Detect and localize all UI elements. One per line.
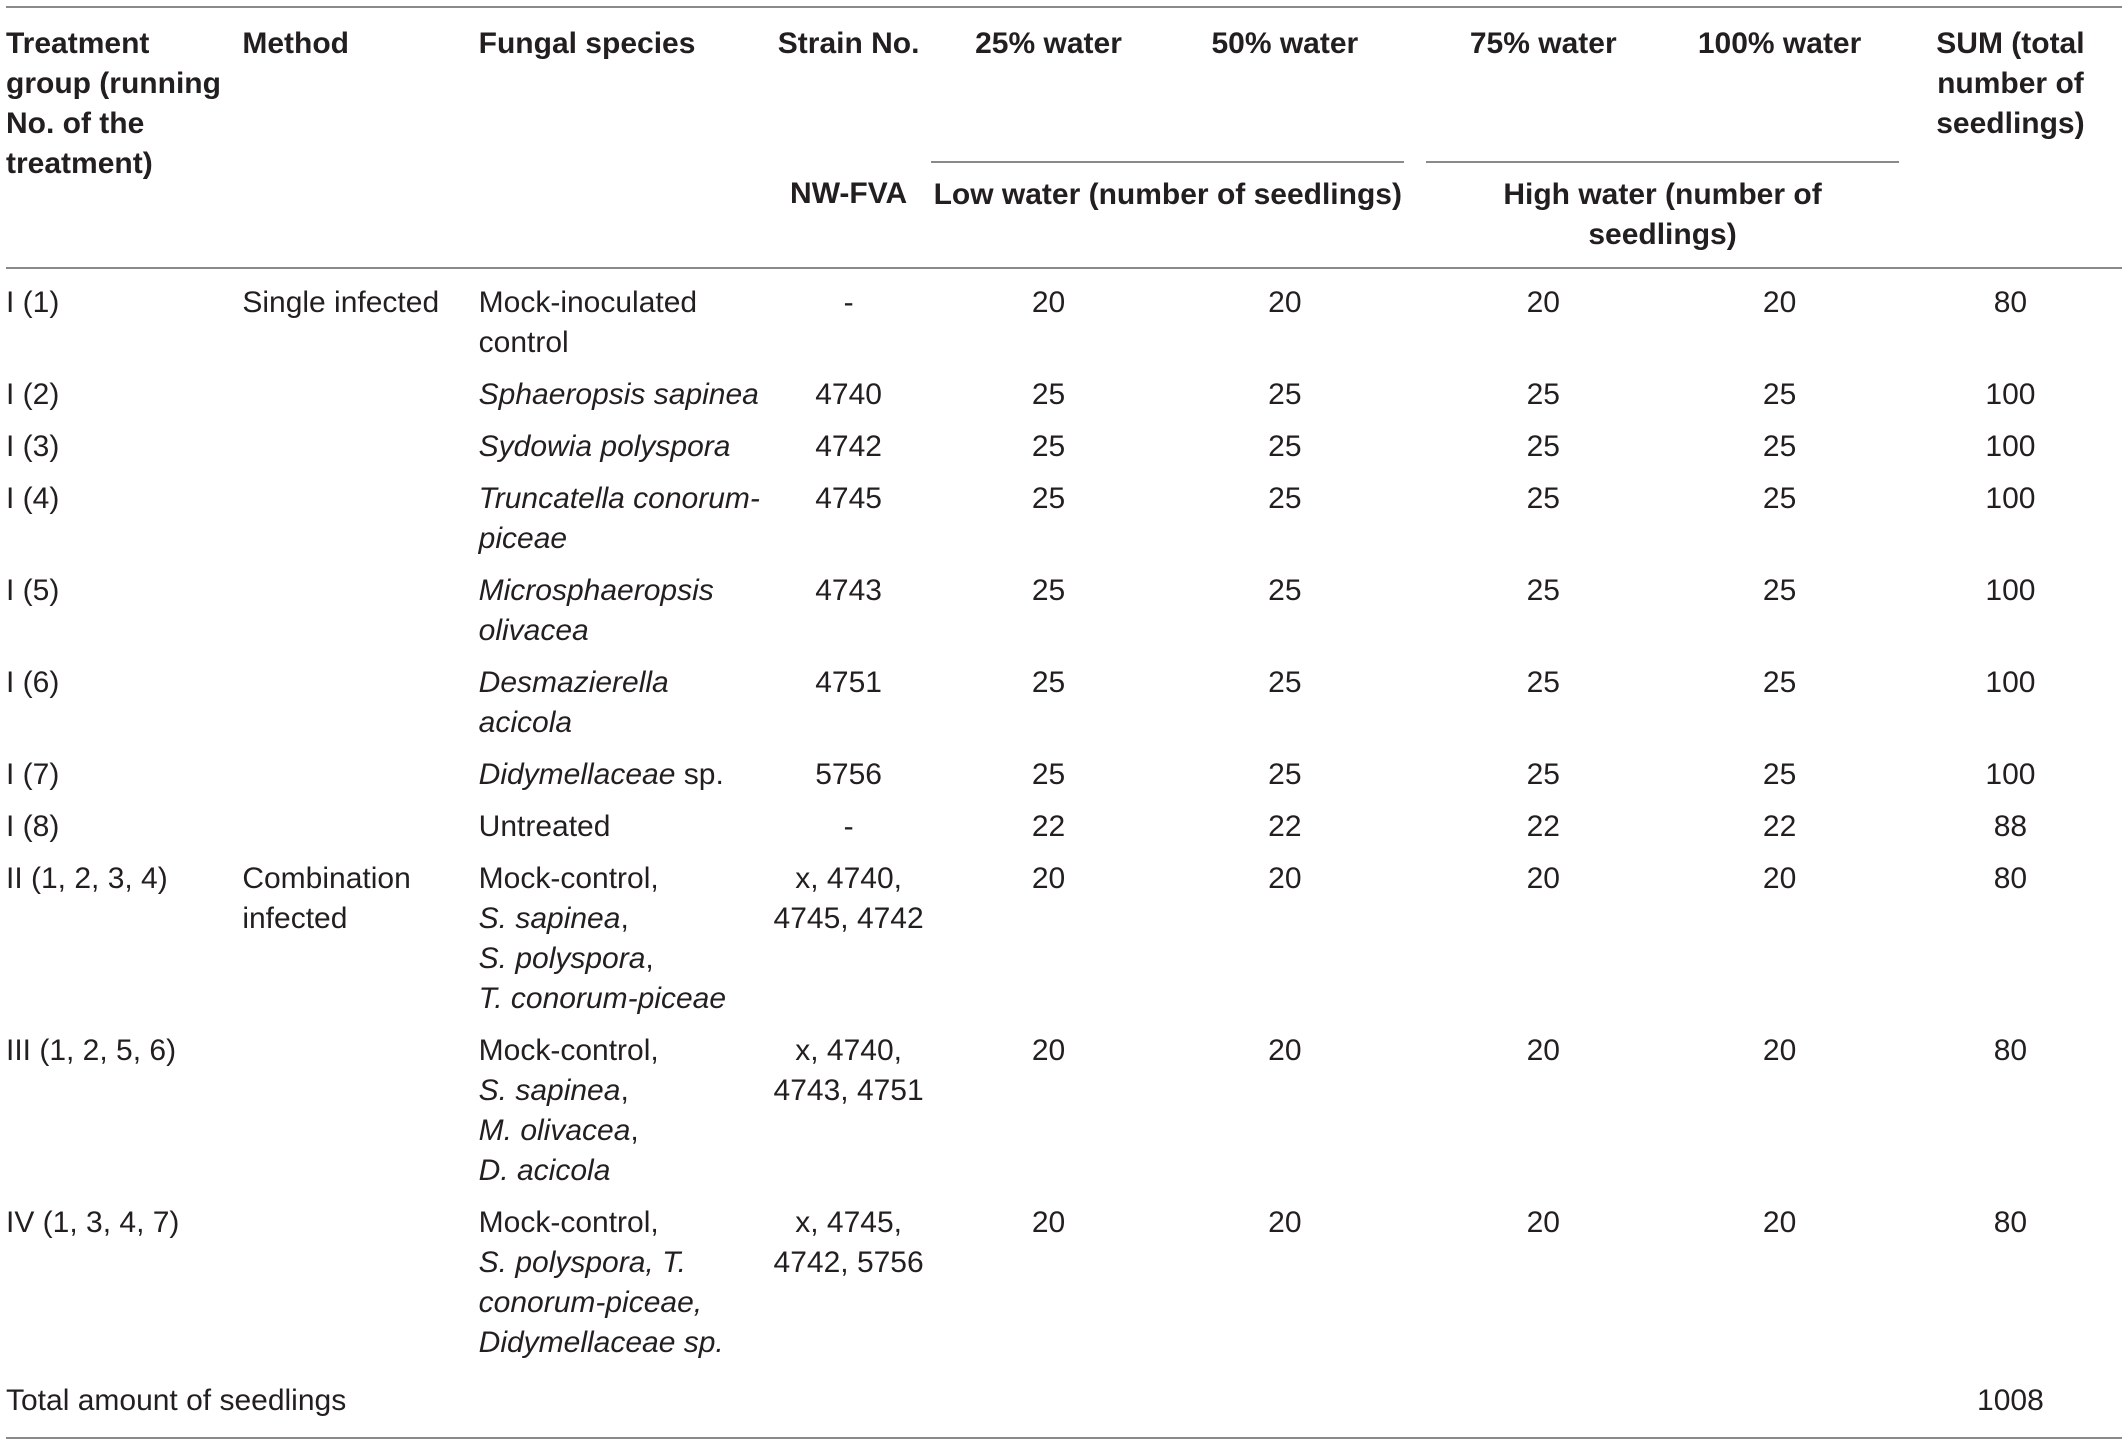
table-header (6, 7, 2122, 268)
cell-100-water: 25 (1762, 574, 1797, 607)
cell-75-water: 25 (1526, 666, 1560, 699)
species-text: M. olivacea (478, 1114, 631, 1147)
cell-sum: 100 (1985, 758, 2036, 791)
table-row (6, 657, 2122, 749)
cell-sum: 88 (1993, 810, 2028, 843)
cell-treatment-group: II (1, 2, 3, 4) (6, 862, 168, 895)
cell-75-water: 25 (1526, 482, 1560, 515)
cell-method: Combination infected (242, 862, 411, 935)
table-row (6, 421, 2122, 473)
cell-strain-no: 4740 (815, 378, 882, 411)
cell-50-water: 25 (1268, 482, 1302, 515)
cell-strain-no: x, 4740, 4745, 4742 (773, 862, 924, 935)
cell-50-water: 20 (1268, 1206, 1302, 1239)
cell-75-water: 25 (1526, 758, 1560, 791)
cell-50-water: 22 (1268, 810, 1302, 843)
cell-75-water: 20 (1526, 286, 1560, 319)
species-text: , (630, 1114, 639, 1147)
table-row (6, 1197, 2122, 1369)
header-method: Method (242, 27, 349, 60)
cell-gap (1404, 473, 1426, 565)
cell-gap (1404, 421, 1426, 473)
cell-100-water: 20 (1762, 286, 1797, 319)
cell-treatment-group: III (1, 2, 5, 6) (6, 1034, 177, 1067)
cell-method (242, 657, 478, 749)
cell-75-water: 25 (1526, 378, 1560, 411)
species-text: Sydowia polyspora (478, 430, 731, 463)
header-strain-sub: NW-FVA (790, 177, 908, 210)
header-sum: SUM (total number of seedlings) (1936, 27, 2085, 140)
table-row (6, 369, 2122, 421)
cell-50-water: 25 (1268, 378, 1302, 411)
species-text: S. polyspora (478, 942, 646, 975)
species-text: sp. (675, 758, 724, 791)
species-text: Mock-control, (478, 1206, 659, 1239)
cell-25-water: 25 (1031, 430, 1066, 463)
cell-strain-no: 4751 (815, 666, 882, 699)
cell-sum: 80 (1993, 286, 2028, 319)
cell-sum: 100 (1985, 574, 2036, 607)
header-50-water: 50% water (1211, 27, 1359, 60)
cell-treatment-group: I (4) (6, 482, 60, 515)
cell-strain-no: 5756 (815, 758, 882, 791)
cell-100-water: 25 (1762, 430, 1797, 463)
species-text: Mock-control, (478, 862, 659, 895)
cell-50-water: 25 (1268, 666, 1302, 699)
cell-100-water: 22 (1762, 810, 1797, 843)
cell-fungal-species (479, 268, 766, 369)
cell-sum: 80 (1993, 1206, 2028, 1239)
cell-75-water: 20 (1526, 1034, 1560, 1067)
cell-50-water: 25 (1268, 430, 1302, 463)
cell-75-water: 22 (1526, 810, 1560, 843)
cell-75-water: 20 (1526, 1206, 1560, 1239)
cell-25-water: 20 (1031, 1206, 1066, 1239)
cell-treatment-group: I (2) (6, 378, 60, 411)
cell-fungal-species (479, 749, 766, 801)
species-text: Untreated (478, 810, 611, 843)
header-low-water: Low water (number of seedlings) (931, 162, 1404, 268)
cell-sum: 100 (1985, 378, 2036, 411)
cell-strain-no: - (843, 810, 854, 843)
cell-strain-no: x, 4745, 4742, 5756 (773, 1206, 924, 1279)
header-fungal-species: Fungal species (478, 27, 696, 60)
cell-gap (1404, 565, 1426, 657)
cell-gap (1404, 1197, 1426, 1369)
cell-method (242, 473, 478, 565)
cell-75-water: 20 (1526, 862, 1560, 895)
species-text: Sphaeropsis sapinea (478, 378, 759, 411)
cell-treatment-group: I (8) (6, 810, 60, 843)
table-row (6, 473, 2122, 565)
table-row (6, 268, 2122, 369)
table-row (6, 1025, 2122, 1197)
cell-25-water: 25 (1031, 378, 1066, 411)
cell-gap (1404, 1025, 1426, 1197)
cell-gap (1404, 749, 1426, 801)
cell-treatment-group: I (6) (6, 666, 60, 699)
species-text: Microsphaeropsis olivacea (478, 574, 714, 647)
header-treatment-group: Treatment group (running No. of the treatment) (6, 27, 221, 180)
table-container (6, 6, 2122, 1439)
cell-treatment-group: IV (1, 3, 4, 7) (6, 1206, 180, 1239)
total-sum: 1008 (1899, 1369, 2122, 1438)
cell-strain-no: 4745 (815, 482, 882, 515)
cell-fungal-species (479, 1025, 766, 1197)
cell-sum: 80 (1993, 1034, 2028, 1067)
table-body (6, 268, 2122, 1369)
species-text: S. polyspora, T. conorum-piceae, Didymellaceae sp. (478, 1246, 724, 1359)
cell-50-water: 20 (1268, 1034, 1302, 1067)
cell-method (242, 421, 478, 473)
species-text: D. acicola (478, 1154, 611, 1187)
cell-25-water: 20 (1031, 1034, 1066, 1067)
cell-strain-no: 4743 (815, 574, 882, 607)
cell-strain-no: 4742 (815, 430, 882, 463)
cell-gap (1404, 369, 1426, 421)
cell-treatment-group: I (5) (6, 574, 60, 607)
header-high-water: High water (number of seedlings) (1426, 162, 1899, 268)
species-text: T. conorum-piceae (478, 982, 727, 1015)
cell-50-water: 25 (1268, 574, 1302, 607)
species-text: Mock-control, (478, 1034, 659, 1067)
cell-25-water: 22 (1031, 810, 1066, 843)
species-text: S. sapinea (478, 1074, 621, 1107)
cell-25-water: 20 (1031, 862, 1066, 895)
header-gap (1404, 7, 1426, 162)
cell-100-water: 25 (1762, 666, 1797, 699)
cell-method (242, 565, 478, 657)
cell-gap (1404, 801, 1426, 853)
header-75-water: 75% water (1469, 27, 1617, 60)
table-row (6, 565, 2122, 657)
cell-75-water: 25 (1526, 430, 1560, 463)
cell-50-water: 25 (1268, 758, 1302, 791)
cell-sum: 100 (1985, 430, 2036, 463)
species-text: Truncatella conorum-piceae (478, 482, 760, 555)
species-text: , (620, 902, 629, 935)
cell-method (242, 749, 478, 801)
total-row (6, 1369, 2122, 1438)
cell-method (242, 1197, 478, 1369)
species-text: Didymellaceae (478, 758, 676, 791)
cell-fungal-species (479, 1197, 766, 1369)
cell-75-water: 25 (1526, 574, 1560, 607)
header-25-water: 25% water (975, 27, 1122, 60)
header-gap-2 (1404, 162, 1426, 268)
table-row (6, 749, 2122, 801)
cell-method (242, 1025, 478, 1197)
cell-method: Single infected (242, 286, 440, 319)
cell-25-water: 25 (1031, 758, 1066, 791)
table-row (6, 801, 2122, 853)
cell-gap (1404, 853, 1426, 1025)
cell-25-water: 20 (1031, 286, 1066, 319)
cell-25-water: 25 (1031, 482, 1066, 515)
cell-sum: 80 (1993, 862, 2028, 895)
species-text: Mock-inoculated control (478, 286, 698, 359)
cell-treatment-group: I (1) (6, 286, 60, 319)
header-100-water: 100% water (1697, 27, 1862, 60)
cell-100-water: 20 (1762, 1034, 1797, 1067)
cell-fungal-species (479, 421, 766, 473)
cell-gap (1404, 657, 1426, 749)
cell-sum: 100 (1985, 482, 2036, 515)
cell-fungal-species (479, 565, 766, 657)
cell-100-water: 20 (1762, 862, 1797, 895)
cell-25-water: 25 (1031, 666, 1066, 699)
table-row (6, 853, 2122, 1025)
cell-100-water: 25 (1762, 482, 1797, 515)
cell-treatment-group: I (7) (6, 758, 60, 791)
species-text: , (645, 942, 654, 975)
cell-treatment-group: I (3) (6, 430, 60, 463)
cell-50-water: 20 (1268, 862, 1302, 895)
cell-method (242, 369, 478, 421)
total-label: Total amount of seedlings (6, 1369, 766, 1438)
cell-fungal-species (479, 853, 766, 1025)
cell-50-water: 20 (1268, 286, 1302, 319)
cell-gap (1404, 268, 1426, 369)
cell-25-water: 25 (1031, 574, 1066, 607)
species-text: , (620, 1074, 629, 1107)
cell-strain-no: x, 4740, 4743, 4751 (773, 1034, 924, 1107)
header-strain-no: Strain No. (777, 27, 920, 60)
cell-100-water: 25 (1762, 758, 1797, 791)
seedling-treatment-table (6, 6, 2122, 1439)
cell-method (242, 801, 478, 853)
cell-fungal-species (479, 369, 766, 421)
cell-fungal-species (479, 657, 766, 749)
cell-fungal-species (479, 473, 766, 565)
species-text: S. sapinea (478, 902, 621, 935)
cell-sum: 100 (1985, 666, 2036, 699)
species-text: Desmazierella acicola (478, 666, 669, 739)
cell-100-water: 20 (1762, 1206, 1797, 1239)
cell-strain-no: - (843, 286, 854, 319)
cell-fungal-species (479, 801, 766, 853)
cell-100-water: 25 (1762, 378, 1797, 411)
